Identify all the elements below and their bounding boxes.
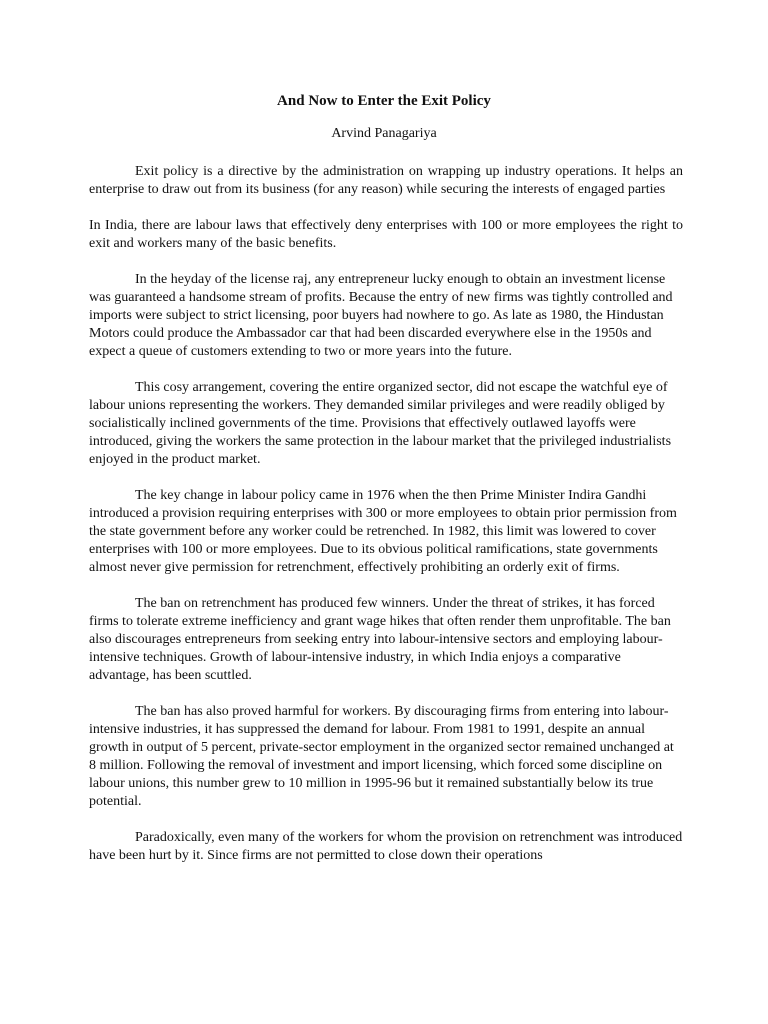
- paragraph-ban-winners: The ban on retrenchment has produced few winners. Under the threat of strikes, it has forced firms to tolerate extreme inefficiency and grant wage hikes that often render them unprofitable. The ban also discourages entrepreneurs from seeking entry into labour-intensive sectors and employing labour-intensive techniques. Growth of labour-intensive industry, in which India enjoys a comparative advantage, has been scuttled.: [89, 596, 671, 683]
- paragraph-key-change: The key change in labour policy came in 1976 when the then Prime Minister Indira Gandhi introduced a provision requiring enterprises with 300 or more employees to obtain prior permission from the state government before any worker could be retrenched. In 1982, this limit was lowered to cover enterprises with 100 or more employees. Due to its obvious political ramifications, state governments almost never give permission for retrenchment, effectively prohibiting an orderly exit of firms.: [89, 488, 677, 575]
- paragraph-license-raj: In the heyday of the license raj, any entrepreneur lucky enough to obtain an investment license was guaranteed a handsome stream of profits. Because the entry of new firms was tightly controlled and imports were subject to strict licensing, poor buyers had nowhere to go. As late as 1980, the Hindustan Motors could produce the Ambassador car that had been discarded everywhere else in the 1950s and expect a queue of customers extending to two or more years into the future.: [89, 272, 673, 359]
- document-author: Arvind Panagariya: [331, 126, 437, 141]
- document-body: [89, 163, 683, 883]
- paragraph-cosy-arrangement: This cosy arrangement, covering the entire organized sector, did not escape the watchful eye of labour unions representing the workers. They demanded similar privileges and were readily obliged by socialistically inclined governments of the time. Provisions that effectively outlawed layoffs were introduced, giving the workers the same protection in the labour market that the privileged industrialists enjoyed in the product market.: [89, 380, 672, 467]
- paragraph-paradoxically: Paradoxically, even many of the workers for whom the provision on retrenchment was introduced have been hurt by it. Since firms are not permitted to close down their operations: [89, 830, 683, 863]
- paragraph-labour-laws: In India, there are labour laws that effectively deny enterprises with 100 or more employees the right to exit and workers many of the basic benefits.: [89, 218, 683, 251]
- paragraph-ban-workers: The ban has also proved harmful for workers. By discouraging firms from entering into labour-intensive industries, it has suppressed the demand for labour. From 1981 to 1991, despite an annual growth in output of 5 percent, private-sector employment in the organized sector remained unchanged at 8 million. Following the removal of investment and import licensing, which forced some discipline on labour unions, this number grew to 10 million in 1995-96 but it remained substantially below its true potential.: [89, 704, 674, 809]
- paragraph-exit-policy-definition: Exit policy is a directive by the administration on wrapping up industry operations. It helps an enterprise to draw out from its business (for any reason) while securing the interests of engaged parties: [89, 164, 683, 197]
- document-title: And Now to Enter the Exit Policy: [277, 93, 491, 109]
